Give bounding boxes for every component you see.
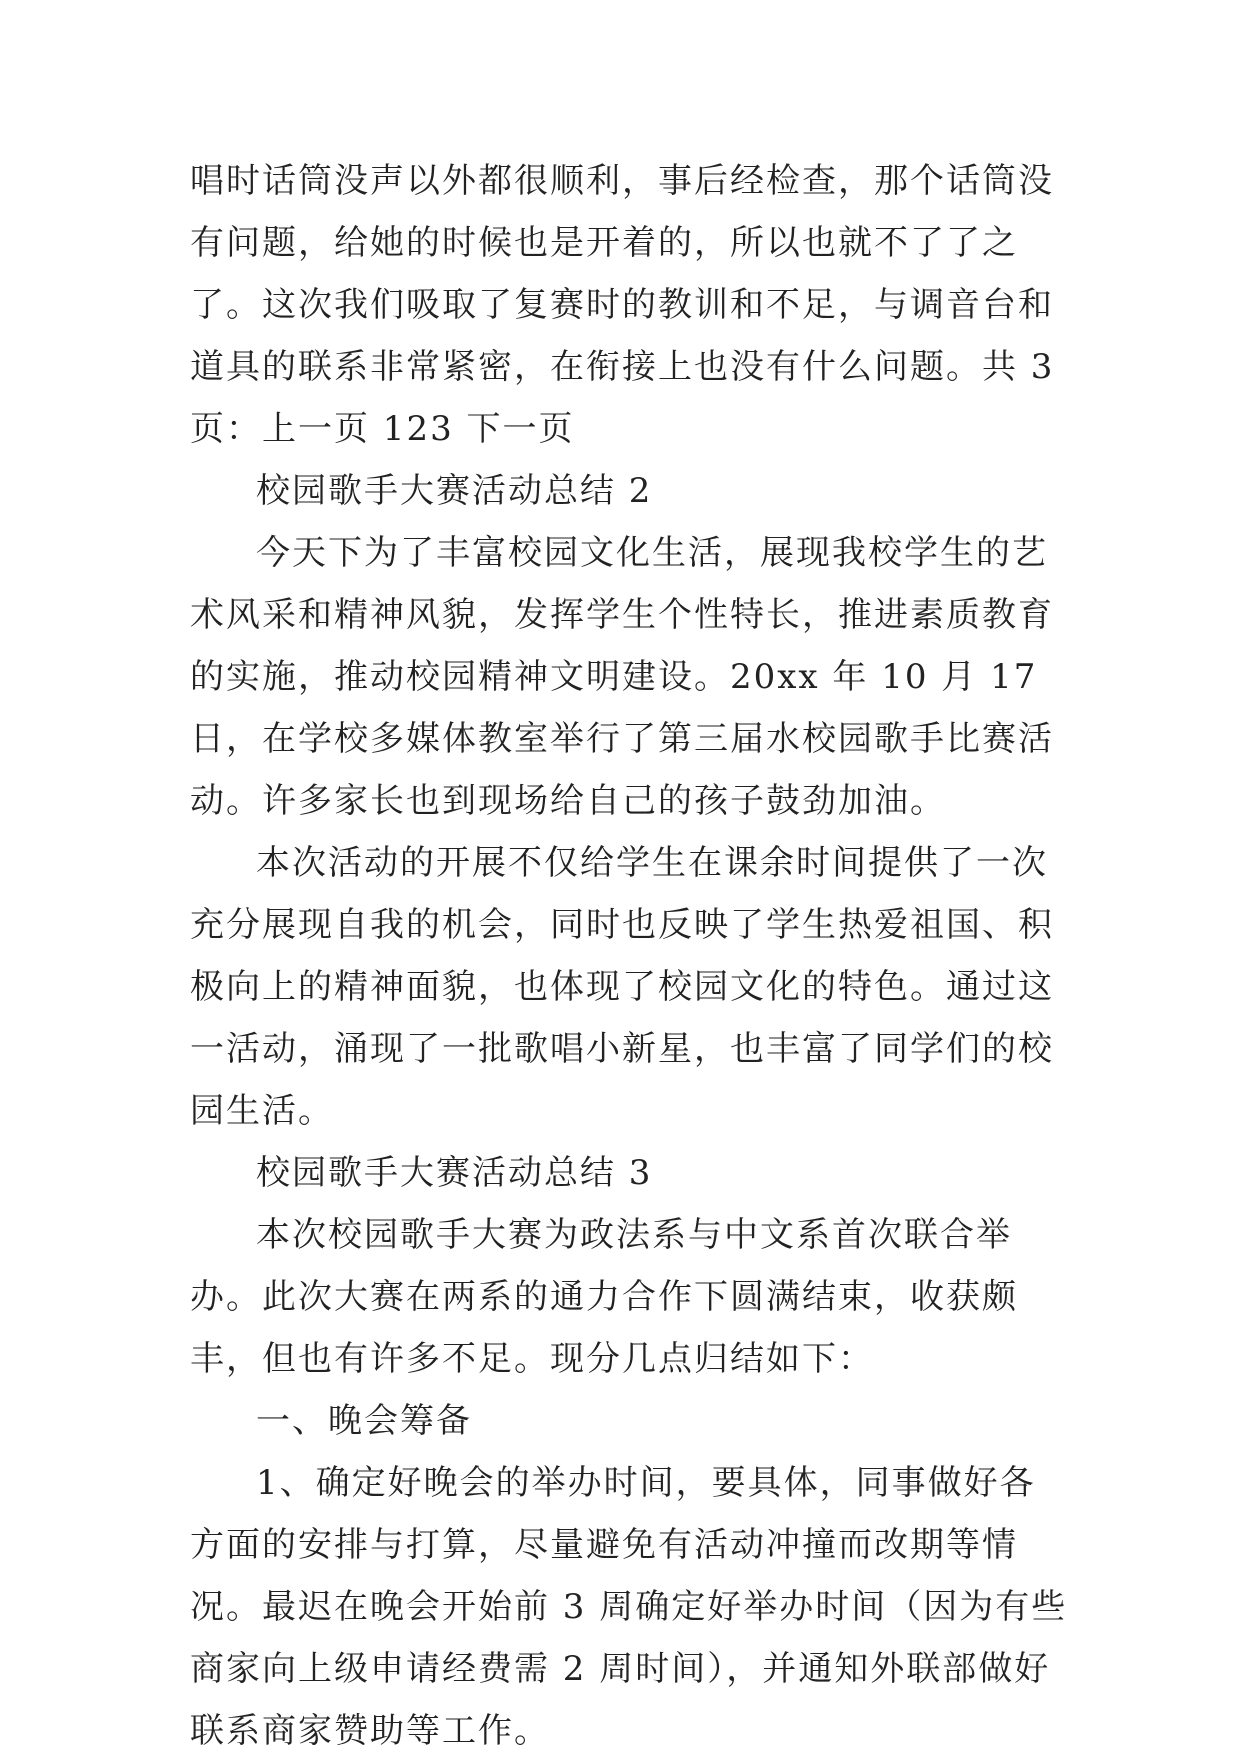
paragraph-2a: 今天下为了丰富校园文化生活，展现我校学生的艺术风采和精神风貌，发挥学生个性特长，推进素质教育的实施，推动校园精神文明建设。20xx 年 10 月 17 日，在学校多媒体教室举行了第三届水校园歌手比赛活动。许多家长也到现场给自己的孩子鼓劲加油。 xyxy=(190,533,1054,821)
paragraph-3a: 本次校园歌手大赛为政法系与中文系首次联合举办。此次大赛在两系的通力合作下圆满结束，收获颇丰，但也有许多不足。现分几点归结如下： xyxy=(190,1215,1018,1379)
subsection-heading-1: 一、晚会筹备 xyxy=(256,1401,472,1441)
paragraph-3b: 1、确定好晚会的举办时间，要具体，同事做好各方面的安排与打算，尽量避免有活动冲撞而改期等情况。最迟在晚会开始前 3 周确定好举办时间（因为有些商家向上级申请经费需 2 周时间），并通知外联部做好联系商家赞助等工作。 xyxy=(190,1463,1068,1751)
section-heading-3: 校园歌手大赛活动总结 3 xyxy=(256,1153,653,1193)
paragraph-2b: 本次活动的开展不仅给学生在课余时间提供了一次充分展现自我的机会，同时也反映了学生热爱祖国、积极向上的精神面貌，也体现了校园文化的特色。通过这一活动，涌现了一批歌唱小新星，也丰富了同学们的校园生活。 xyxy=(190,843,1054,1131)
document-body xyxy=(190,150,1070,1762)
section-heading-2: 校园歌手大赛活动总结 2 xyxy=(256,471,653,511)
paragraph-continuation: 唱时话筒没声以外都很顺利，事后经检查，那个话筒没有问题，给她的时候也是开着的，所以也就不了了之了。这次我们吸取了复赛时的教训和不足，与调音台和道具的联系非常紧密，在衔接上也没有什么问题。共 3 页：上一页 123 下一页 xyxy=(190,161,1068,449)
